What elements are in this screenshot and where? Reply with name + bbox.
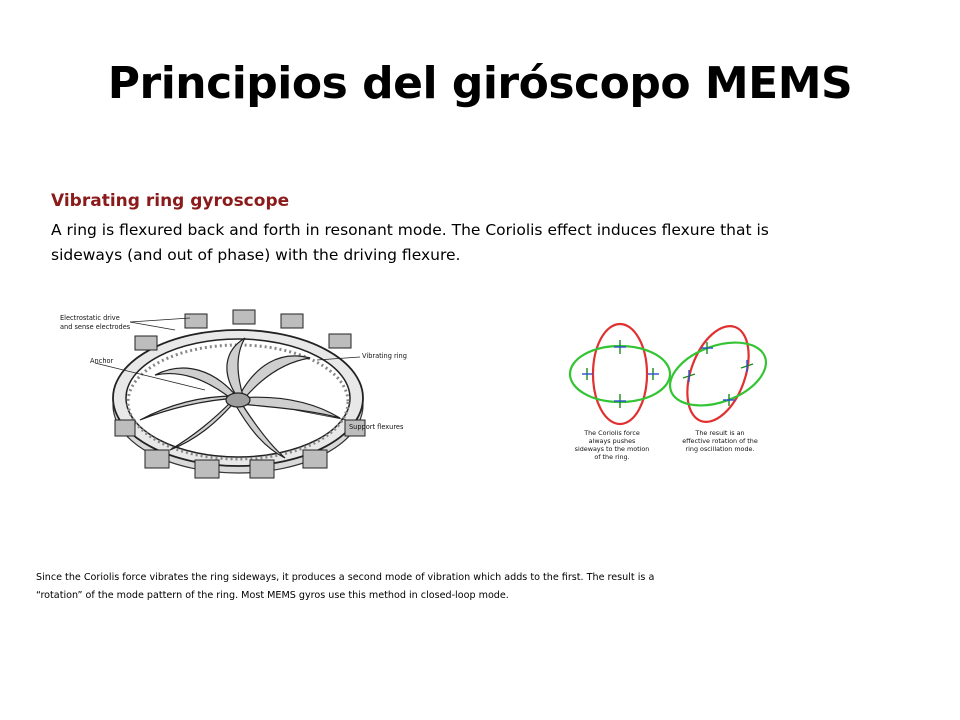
- ring-ellipse-right: [676, 318, 761, 430]
- label-anchor: Anchor: [90, 357, 114, 365]
- coriolis-mode-figure: [560, 318, 785, 468]
- caption-left-3: sideways to the motion: [574, 445, 650, 453]
- label-drive-electrodes-1: Electrostatic drive: [60, 314, 120, 322]
- section-subtitle: Vibrating ring gyroscope: [51, 191, 290, 211]
- caption-left-4: of the ring.: [594, 453, 630, 461]
- caption-left-2: always pushes: [588, 437, 636, 445]
- ring-ellipse-left: [593, 324, 647, 424]
- caption-right-1: The result is an: [695, 429, 745, 437]
- body-line: A ring is flexured back and forth in resonant mode. The Coriolis effect induces flexure that is: [51, 221, 769, 239]
- body-line: sideways (and out of phase) with the driving flexure.: [51, 246, 461, 264]
- footnote-line: “rotation” of the mode pattern of the ring. Most MEMS gyros use this method in closed-loop mode.: [36, 590, 509, 601]
- body-paragraph: [51, 218, 846, 268]
- slide-title: Principios del giróscopo MEMS: [107, 58, 853, 109]
- mode-ellipse-right: [661, 331, 774, 418]
- label-support-flexures: Support flexures: [349, 423, 404, 431]
- label-vibrating-ring: Vibrating ring: [362, 352, 407, 360]
- caption-right-2: effective rotation of the: [682, 437, 758, 445]
- caption-left-1: The Coriolis force: [584, 429, 640, 437]
- footnote: [36, 569, 756, 605]
- footnote-line: Since the Coriolis force vibrates the ring sideways, it produces a second mode of vibration which adds to the first. The result is a: [36, 572, 655, 583]
- label-drive-electrodes-2: and sense electrodes: [60, 323, 131, 331]
- ring-gyroscope-figure: [55, 300, 415, 485]
- coriolis-arrows: [582, 340, 753, 408]
- caption-right-3: ring oscillation mode.: [685, 445, 755, 453]
